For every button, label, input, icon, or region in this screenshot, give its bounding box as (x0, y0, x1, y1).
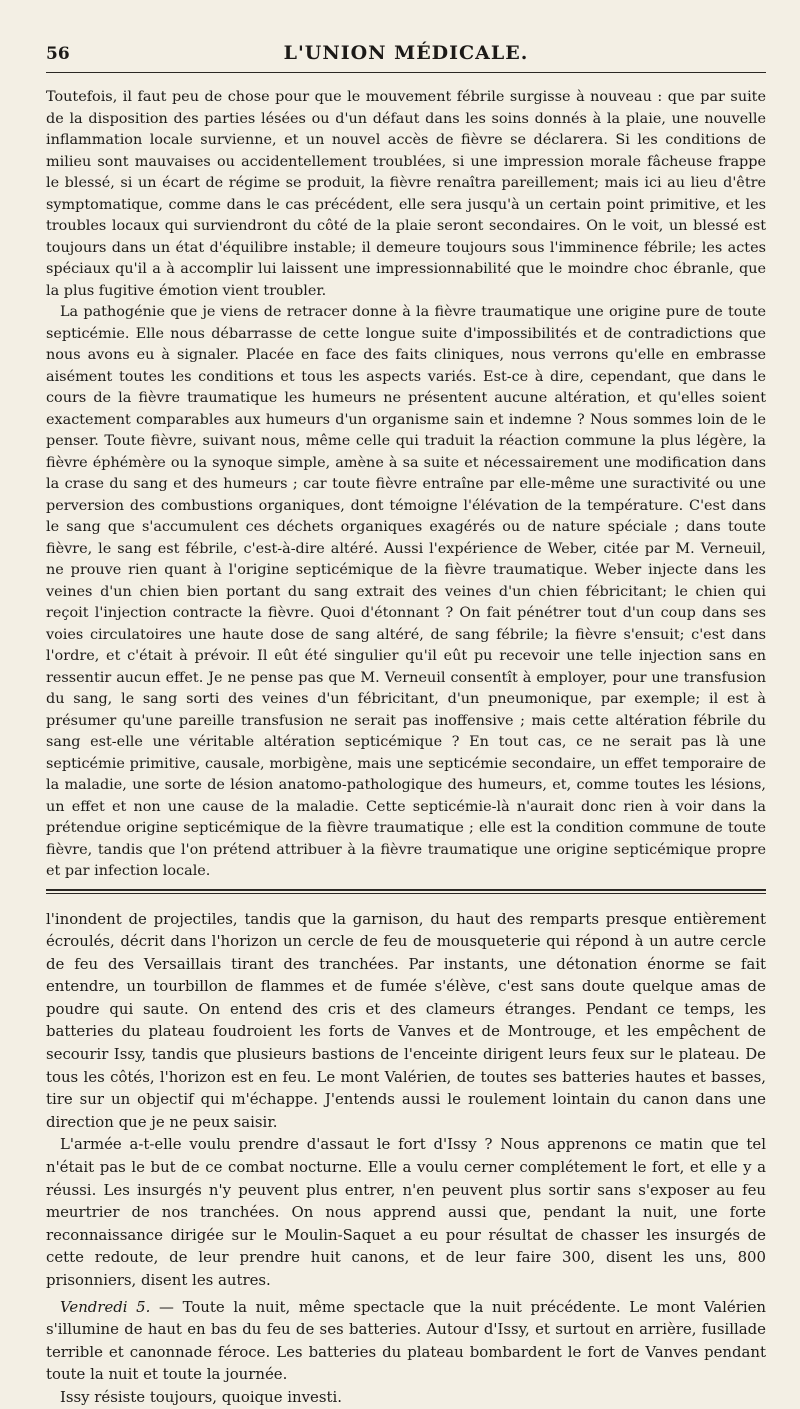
header-rule (46, 72, 766, 73)
journal-title: L'UNION MÉDICALE. (283, 42, 529, 64)
article-paragraph: La pathogénie que je viens de retracer donne à la fièvre traumatique une origine pure de toute septicémie. Elle nous débarrasse de cette longue suite d'impossibilités et de contradictions que nous avons eu à signaler. Placée en face des faits cliniques, nous verrons qu'elle en embrasse aisément toutes les conditions et tous les aspects variés. Est-ce à dire, cependant, que dans le cours de la fièvre traumatique les humeurs ne présentent aucune altération, et qu'elles soient exactement comparables aux humeurs d'un organisme sain et indemne ? Nous sommes loin de le penser. Toute fièvre, suivant nous, même celle qui traduit la réaction commune la plus légère, la fièvre éphémère ou la synoque simple, amène à sa suite et nécessairement une modification dans la crase du sang et des humeurs ; car toute fièvre entraîne par elle-même une suractivité ou une perversion des combustions organiques, dont témoigne l'élévation de la température. C'est dans le sang que s'accumulent ces déchets organiques exagérés ou de nature spéciale ; dans toute fièvre, le sang est fébrile, c'est-à-dire altéré. Aussi l'expérience de Weber, citée par M. Verneuil, ne prouve rien quant à l'origine septicémique de la fièvre traumatique. Weber injecte dans les veines d'un chien bien portant du sang extrait des veines d'un chien fébricitant; le chien qui reçoit l'injection contracte la fièvre. Quoi d'étonnant ? On fait pénétrer tout d'un coup dans ses voies circulatoires une haute dose de sang altéré, de sang fébrile; la fièvre s'ensuit; c'est dans l'ordre, et c'était à prévoir. Il eût été singulier qu'il eût pu recevoir une telle injection sans en ressentir aucun effet. Je ne pense pas que M. Verneuil consentît à employer, pour une transfusion du sang, le sang sorti des veines d'un fébricitant, d'un pneumonique, par exemple; il est à présumer qu'une pareille transfusion ne serait pas inoffensive ; mais cette altération fébrile du sang est-elle une véritable altération septicémique ? En tout cas, ce ne serait pas là une septicémie primitive, causale, morbigène, mais une septicémie secondaire, un effet temporaire de la maladie, une sorte de lésion anatomo-pathologique des humeurs, et, comme toutes les lésions, un effet et non une cause de la maladie. Cette septicémie-là n'aurait donc rien à voir dans la prétendue origine septicémique de la fièvre traumatique ; elle est la condition commune de toute fièvre, tandis que l'on prétend attribuer à la fièvre traumatique une origine septicémique propre et par infection locale. (46, 304, 766, 879)
feuilleton-paragraph-text: Toute la nuit, même spectacle que la nuit précédente. Le mont Valérien s'illumine de haut en bas du feu de ses batteries. Autour d'Issy, et surtout en arrière, fusillade terrible et canonnade féroce. Les batteries du plateau bombardent le fort de Vanves pendant toute la nuit et toute la journée. (46, 1297, 766, 1384)
feuilleton-paragraph: Issy résiste toujours, quoique investi. (60, 1387, 342, 1406)
feuilleton-dated-paragraph: Vendredi 5. — Toute la nuit, même spectacle que la nuit précédente. Le mont Valérien s'illumine de haut en bas du feu de ses batteries. Autour d'Issy, et surtout en arrière, fusillade terrible et canonnade féroce. Les batteries du plateau bombardent le fort de Vanves pendant toute la nuit et toute la journée. (46, 1297, 766, 1384)
feuilleton-body (46, 908, 766, 1409)
article-paragraph: Toutefois, il faut peu de chose pour que le mouvement fébrile surgisse à nouveau : que par suite de la disposition des parties lésées ou d'un défaut dans les soins donnés à la plaie, une nouvelle inflammation locale survienne, et un nouvel accès de fièvre se déclarera. Si les conditions de milieu sont mauvaises ou accidentellement troublées, si une impression morale fâcheuse frappe le blessé, si un écart de régime se produit, la fièvre renaîtra pareillement; mais ici au lieu d'être symptomatique, comme dans le cas précédent, elle sera jusqu'à un certain point primitive, et les troubles locaux qui surviendront du côté de la plaie seront secondaires. On le voit, un blessé est toujours dans un état d'équilibre instable; il demeure toujours sous l'imminence fébrile; les actes spéciaux qu'il a à accomplir lui laissent une impressionnabilité que le moindre choc ébranle, que la plus fugitive émotion vient troubler. (46, 89, 766, 299)
article-body (46, 87, 766, 883)
dateline: Vendredi 5. (60, 1297, 151, 1316)
page-header (46, 0, 766, 72)
feuilleton-paragraph: L'armée a-t-elle voulu prendre d'assaut le fort d'Issy ? Nous apprenons ce matin que tel n'était pas le but de ce combat nocturne. Elle a voulu cerner complétement le fort, et elle y a réussi. Les insurgés n'y peuvent plus entrer, n'en peuvent plus sortir sans s'exposer au feu meurtrier de nos tranchées. On nous apprend aussi que, pendant la nuit, une forte reconnaissance dirigée sur le Moulin-Saquet a eu pour résultat de chasser les insurgés de cette redoute, de leur prendre huit canons, et de leur faire 300, disent les uns, 800 prisonniers, disent les autres. (46, 1135, 766, 1289)
feuilleton-paragraph: l'inondent de projectiles, tandis que la garnison, du haut des remparts presque entièrement écroulés, décrit dans l'horizon un cercle de feu de mousqueterie qui répond à un autre cercle de feu des Versaillais tirant des tranchées. Par instants, une détonation énorme se fait entendre, un tourbillon de flammes et de fumée s'élève, c'est sans doute quelque amas de poudre qui saute. On entend des cris et des clameurs étranges. Pendant ce temps, les batteries du plateau foudroient les forts de Vanves et de Montrouge, et les empêchent de secourir Issy, tandis que plusieurs bastions de l'enceinte dirigent leurs feux sur le plateau. De tous les côtés, l'horizon est en feu. Le mont Valérien, de toutes ses batteries hautes et basses, tire sur un objectif qui m'échappe. J'entends aussi le roulement lointain du canon dans une direction que je ne peux saisir. (46, 909, 766, 1131)
feuilleton-separator (46, 889, 766, 894)
page-number: 56 (46, 44, 70, 64)
